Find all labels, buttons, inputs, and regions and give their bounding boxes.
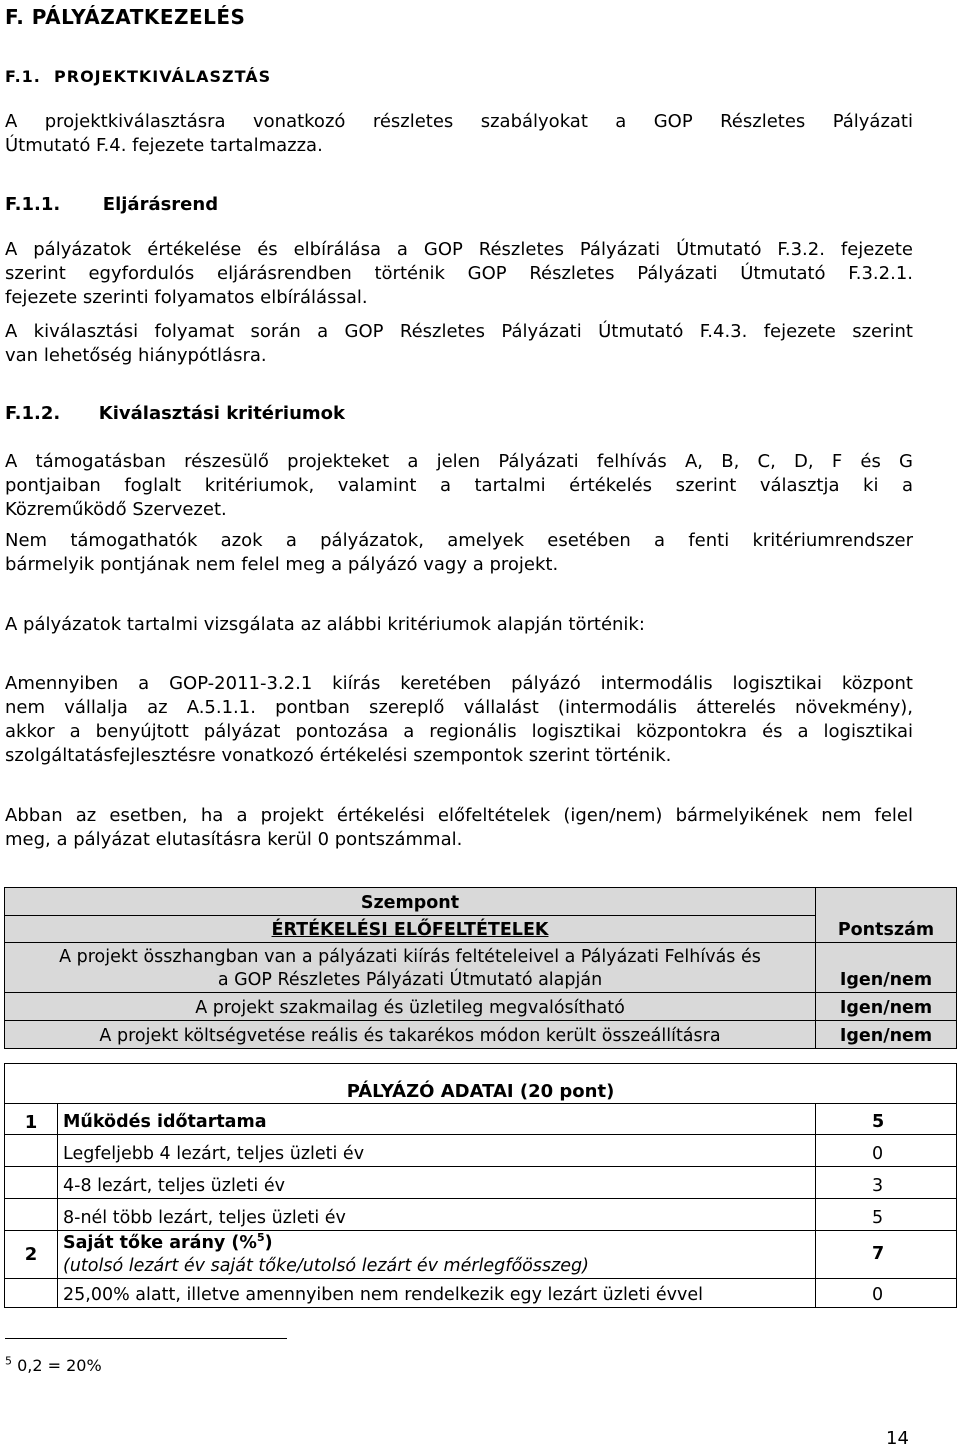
item-points: 7 (816, 1231, 957, 1279)
section-header-cell: ÉRTÉKELÉSI ELŐFELTÉTELEK (5, 916, 816, 943)
text-line: szerint egyfordulós eljárásrendben történik GOP Részletes Pályázati Útmutató F.3.2.1. (5, 263, 913, 284)
footnote (5, 1356, 102, 1375)
text-line: Amennyiben a GOP-2011-3.2.1 kiírás keretében pályázó intermodális logisztikai központ (5, 673, 913, 694)
section-f12-paragraph-2 (5, 529, 913, 577)
item-label: Működés időtartama (58, 1104, 816, 1135)
section-f11-heading (5, 194, 218, 215)
applicant-table (4, 1063, 957, 1308)
item-label (63, 1232, 815, 1255)
points-header-cell (816, 888, 957, 943)
item-number: 2 (5, 1231, 58, 1279)
text-line: nem vállalja az A.5.1.1. pontban szereplő vállalást (intermodális átterelés növekmény), (5, 697, 913, 718)
footnote-text: 0,2 = 20% (12, 1356, 102, 1375)
page-number: 14 (886, 1428, 909, 1449)
option-text: 25,00% alatt, illetve amennyiben nem rendelkezik egy lezárt üzleti évvel (58, 1279, 816, 1308)
item-sublabel: (utolsó lezárt év saját tőke/utolsó lezárt év mérlegfőösszeg) (63, 1255, 589, 1276)
section-f12-title: Kiválasztási kritériumok (98, 403, 345, 424)
section-f1-paragraph (5, 110, 913, 158)
item-points: 5 (816, 1104, 957, 1135)
item-label-cell (58, 1231, 816, 1279)
criterion-value: Igen/nem (816, 1021, 957, 1049)
text-line: pontjaiban foglalt kritériumok, valamint a tartalmi értékelés szerint választja ki a (5, 475, 913, 496)
criteria-table (4, 887, 957, 1049)
text-line: Nem támogathatók azok a pályázatok, amelyek esetében a fenti kritériumrendszer (5, 530, 913, 551)
footnote-ref: 5 (256, 1230, 265, 1244)
text-line: A pályázatok tartalmi vizsgálata az alábbi kritériumok alapján történik: (5, 614, 645, 635)
section-f11-title: Eljárásrend (102, 194, 219, 215)
text-line: Abban az esetben, ha a projekt értékelési előfeltételek (igen/nem) bármelyikének nem felel (5, 805, 913, 826)
table-row (5, 1064, 957, 1104)
criteria-header-cell: Szempont (5, 888, 816, 916)
criterion-value: Igen/nem (816, 993, 957, 1021)
table-row (5, 993, 957, 1021)
text-line: meg, a pályázat elutasításra kerül 0 pontszámmal. (5, 829, 463, 850)
applicant-header: PÁLYÁZÓ ADATAI (20 pont) (5, 1064, 957, 1104)
text-line: A támogatásban részesülő projekteket a jelen Pályázati felhívás A, B, C, D, F és G (5, 451, 913, 472)
option-text: Legfeljebb 4 lezárt, teljes üzleti év (58, 1135, 816, 1167)
table-row (5, 1135, 957, 1167)
section-f12-heading (5, 403, 345, 424)
table-row (5, 1104, 957, 1135)
criterion-text: A projekt költségvetése reális és takarékos módon került összeállításra (5, 1021, 816, 1049)
criterion-value: Igen/nem (816, 943, 957, 993)
section-f1-heading (5, 67, 271, 86)
footnote-divider (5, 1338, 287, 1339)
table-row (5, 1279, 957, 1308)
item-label-close: ) (264, 1232, 273, 1253)
criterion-text: a GOP Részletes Pályázati Útmutató alapján (217, 970, 603, 990)
table-row (5, 1021, 957, 1049)
section-f12-paragraph-1 (5, 450, 913, 522)
text-line: A kiválasztási folyamat során a GOP Részletes Pályázati Útmutató F.4.3. fejezete szerint (5, 321, 913, 342)
empty-cell (5, 1199, 58, 1231)
option-points: 3 (816, 1167, 957, 1199)
criterion-text: A projekt szakmailag és üzletileg megvalósítható (5, 993, 816, 1021)
option-points: 0 (816, 1279, 957, 1308)
section-f11-paragraph-2 (5, 320, 913, 368)
text-line: A projektkiválasztásra vonatkozó részletes szabályokat a GOP Részletes Pályázati (5, 111, 913, 132)
section-f12-number: F.1.2. (5, 403, 61, 424)
option-points: 0 (816, 1135, 957, 1167)
text-line: bármelyik pontjának nem felel meg a pályázó vagy a projekt. (5, 554, 559, 575)
section-f1-title: PROJEKTKIVÁLASZTÁS (54, 67, 272, 86)
text-line: fejezete szerinti folyamatos elbírálással. (5, 287, 368, 308)
criterion-cell (5, 943, 816, 993)
section-f12-paragraph-5 (5, 804, 913, 852)
text-line: Közreműködő Szervezet. (5, 499, 227, 520)
footnote-mark: 5 (5, 1354, 12, 1368)
section-f11-number: F.1.1. (5, 194, 61, 215)
empty-cell (5, 1167, 58, 1199)
item-label-text: Saját tőke arány (% (63, 1232, 257, 1253)
section-f12-paragraph-4 (5, 672, 913, 768)
table-row (5, 1167, 957, 1199)
item-number: 1 (5, 1104, 58, 1135)
option-text: 8-nél több lezárt, teljes üzleti év (58, 1199, 816, 1231)
table-row (5, 888, 957, 916)
option-points: 5 (816, 1199, 957, 1231)
criterion-text: A projekt összhangban van a pályázati kiírás feltételeivel a Pályázati Felhívás és (59, 947, 761, 967)
section-f1-number: F.1. (5, 67, 41, 86)
section-f12-paragraph-3 (5, 613, 913, 637)
points-header: Pontszám (837, 920, 935, 940)
text-line: szolgáltatásfejlesztésre vonatkozó értékelési szempontok szerint történik. (5, 745, 672, 766)
text-line: Útmutató F.4. fejezete tartalmazza. (5, 135, 323, 156)
text-line: A pályázatok értékelése és elbírálása a GOP Részletes Pályázati Útmutató F.3.2. fejezete (5, 239, 913, 260)
empty-cell (5, 1135, 58, 1167)
table-row (5, 1231, 957, 1279)
table-row (5, 943, 957, 993)
table-row (5, 916, 957, 943)
text-line: van lehetőség hiánypótlásra. (5, 345, 267, 366)
text-line: akkor a benyújtott pályázat pontozása a regionális logisztikai központokra és a logisztikai (5, 721, 913, 742)
empty-cell (5, 1279, 58, 1308)
page-title: F. PÁLYÁZATKEZELÉS (5, 5, 246, 29)
section-f11-paragraph-1 (5, 238, 913, 310)
table-row (5, 1199, 957, 1231)
option-text: 4-8 lezárt, teljes üzleti év (58, 1167, 816, 1199)
